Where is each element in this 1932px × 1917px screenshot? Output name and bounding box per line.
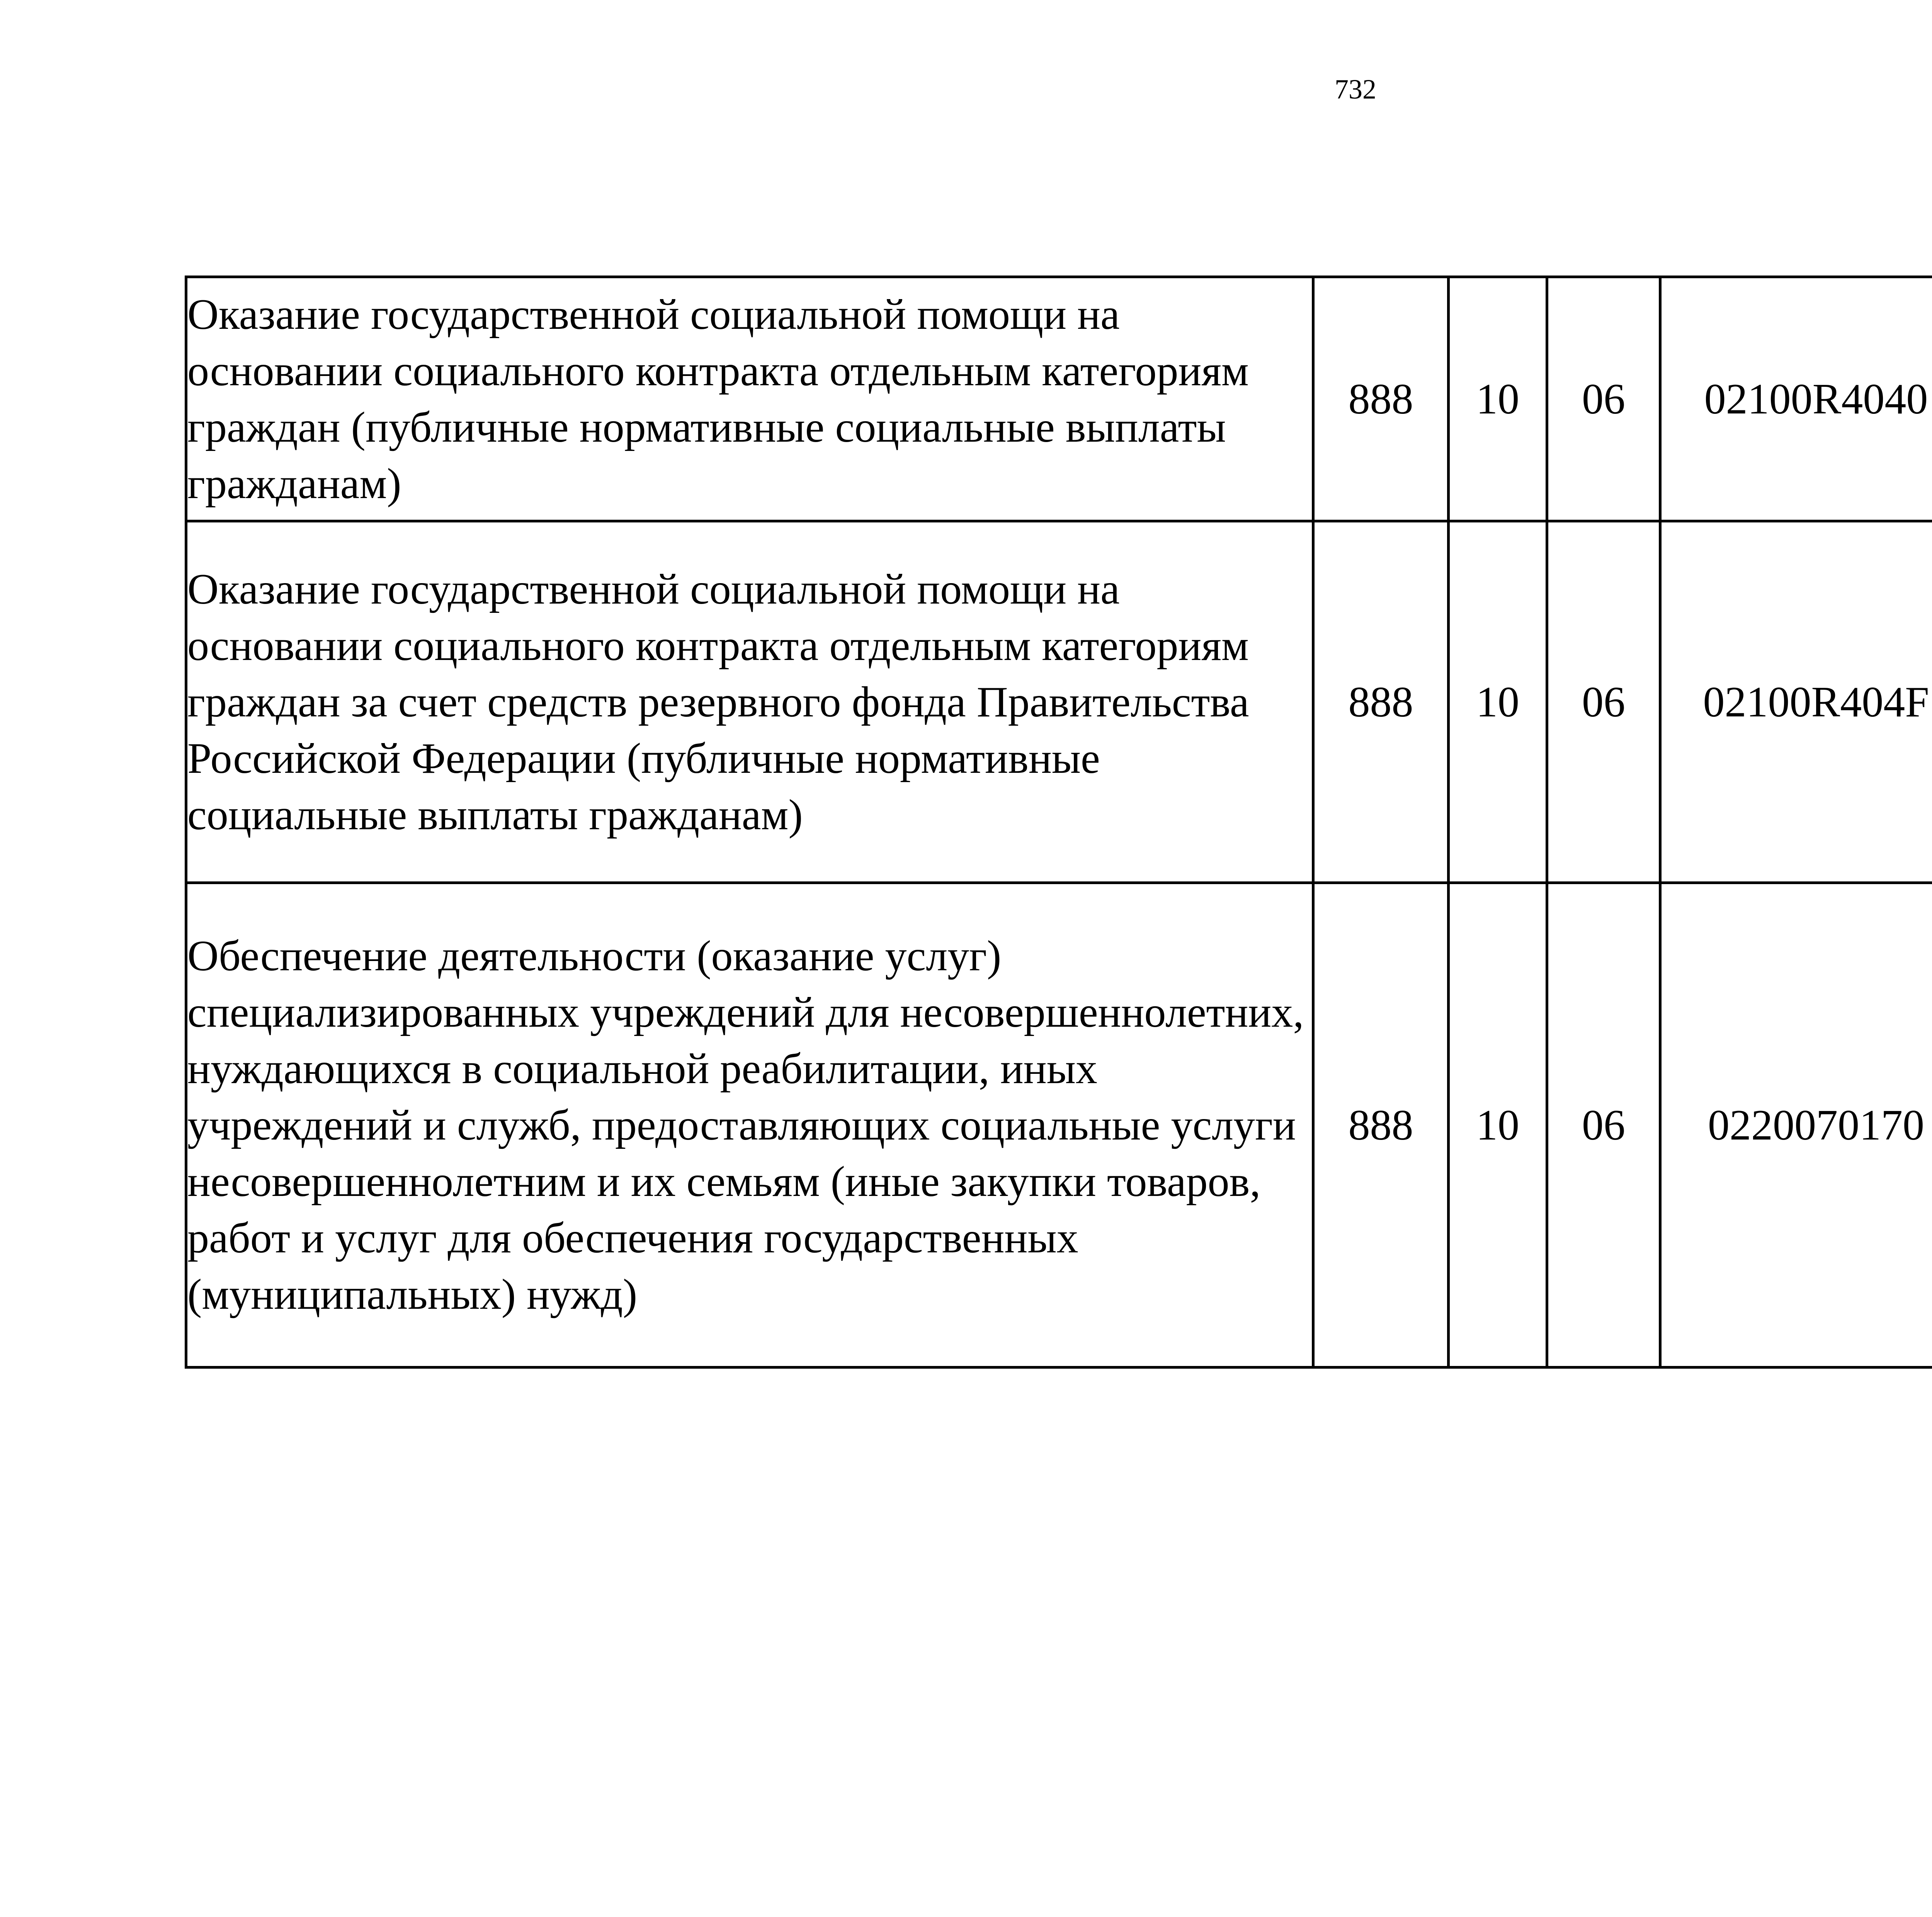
subsection-code: 06 xyxy=(1547,883,1660,1368)
table-row xyxy=(186,277,1932,521)
ministry-code: 888 xyxy=(1313,521,1449,883)
subsection-code: 06 xyxy=(1547,277,1660,521)
section-code: 10 xyxy=(1449,521,1547,883)
row-description: Оказание государственной социальной помощи на основании социального контракта отдельным категориям граждан (публичные нормативные социальные выплаты гражданам) xyxy=(186,277,1313,521)
ministry-code: 888 xyxy=(1313,883,1449,1368)
subsection-code: 06 xyxy=(1547,521,1660,883)
page-number: 732 xyxy=(1335,74,1376,105)
target-article-code: 02100R4040 xyxy=(1660,277,1932,521)
table-row xyxy=(186,883,1932,1368)
section-code: 10 xyxy=(1449,883,1547,1368)
ministry-code: 888 xyxy=(1313,277,1449,521)
budget-table xyxy=(185,276,1932,1369)
target-article-code: 02100R404F xyxy=(1660,521,1932,883)
target-article-code: 0220070170 xyxy=(1660,883,1932,1368)
table-row xyxy=(186,521,1932,883)
row-description: Оказание государственной социальной помощи на основании социального контракта отдельным категориям граждан за счет средств резервного фонда Правительства Российской Федерации (публичные нормативные социальные выплаты гражданам) xyxy=(186,521,1313,883)
section-code: 10 xyxy=(1449,277,1547,521)
row-description: Обеспечение деятельности (оказание услуг) специализированных учреждений для несовершеннолетних, нуждающихся в социальной реабилитации, иных учреждений и служб, предоставляющих социальные услуги несовершеннолетним и их семьям (иные закупки товаров, работ и услуг для обеспечения государственных (муниципальных) нужд) xyxy=(186,883,1313,1368)
